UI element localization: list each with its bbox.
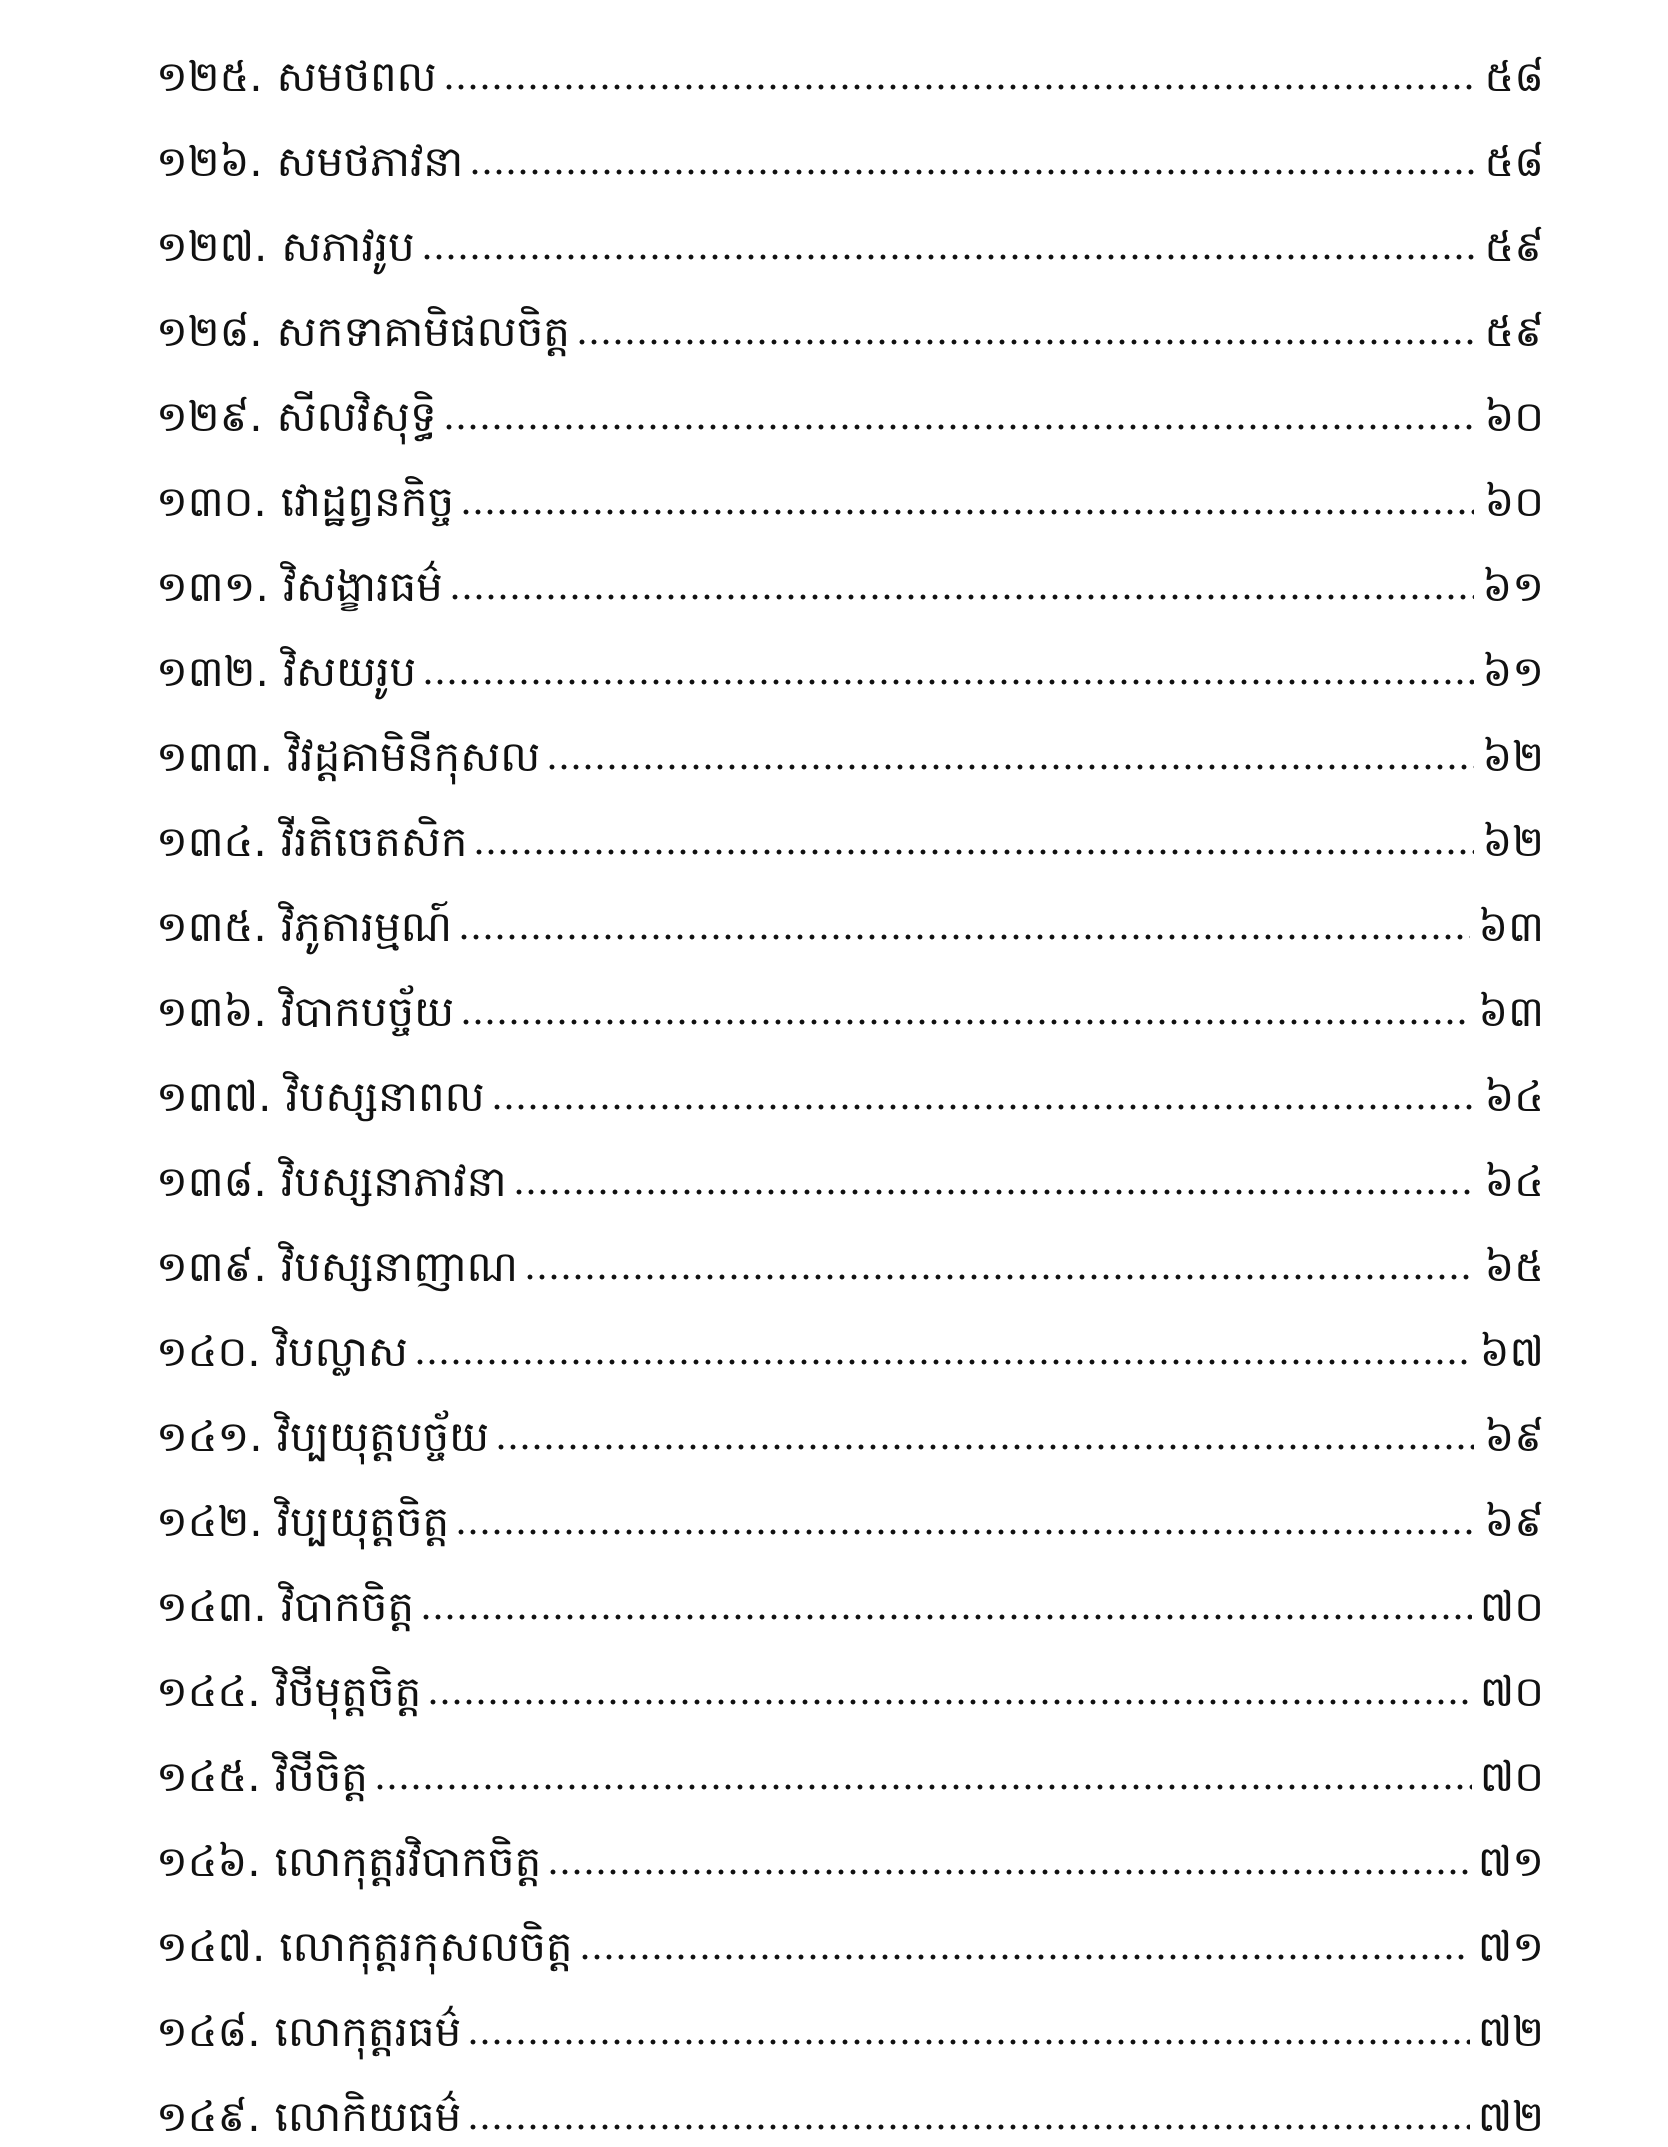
toc-entry [156,1467,1544,1552]
dot-leader [491,1101,1474,1113]
dot-leader [427,1696,1472,1708]
toc-entry [156,1297,1544,1382]
dot-leader [547,1866,1470,1878]
dot-leader [460,1016,1470,1028]
entry-title: វិប្បយុត្តចិត្ត [276,1497,450,1546]
dot-leader [421,251,1474,263]
entry-title: វិបស្សនាភាវនា [280,1157,507,1206]
toc-entry [156,617,1544,702]
entry-title: លោកិយធម៌ [274,2092,462,2141]
entry-number: ១៣៣. [156,732,273,781]
entry-number: ១២៦. [156,137,263,186]
entry-page-number: ៦០ [1484,477,1544,526]
entry-number: ១៤២. [156,1497,263,1546]
entry-page-number: ៦៩ [1484,1412,1544,1461]
dot-leader [420,1611,1472,1623]
entry-title: វិបល្លាស [274,1327,408,1376]
toc-entry [156,1552,1544,1637]
entry-title: វិថីមុត្តចិត្ត [274,1667,422,1716]
entry-number: ១៤៥. [156,1752,261,1801]
entry-number: ១៤៧. [156,1922,266,1971]
toc-entry [156,532,1544,617]
entry-title: វិប្បយុត្តបច្ច័យ [276,1412,490,1461]
toc-entry [156,957,1544,1042]
dot-leader [579,1951,1470,1963]
toc-entry [156,362,1544,447]
dot-leader [374,1781,1472,1793]
entry-title: វោដ្ឋព្វនកិច្ច [280,477,455,526]
entry-title: សមថពល [276,52,437,101]
toc-entry [156,277,1544,362]
entry-title: សីលវិសុទ្ធិ [276,392,437,441]
entry-page-number: ៥៩ [1484,222,1544,271]
entry-page-number: ៧០ [1479,1582,1544,1631]
table-of-contents [156,22,1544,2147]
entry-page-number: ៦២ [1482,817,1544,866]
entry-title: វិសយរូប [282,647,417,696]
toc-entry [156,1722,1544,1807]
dot-leader [443,81,1474,93]
dot-leader [473,846,1474,858]
entry-title: លោកុត្តរវិបាកចិត្ត [274,1837,542,1886]
entry-page-number: ៦៣ [1478,987,1544,1036]
entry-number: ១៣៩. [156,1242,267,1291]
toc-entry [156,1212,1544,1297]
entry-page-number: ៦២ [1482,732,1544,781]
entry-number: ១៣៨. [156,1157,267,1206]
entry-title: វិបាកបច្ច័យ [280,987,455,1036]
entry-page-number: ៦១ [1482,562,1544,611]
entry-page-number: ៦៥ [1484,1242,1544,1291]
entry-number: ១៣១. [156,562,269,611]
entry-title: វិបស្សនាពល [285,1072,485,1121]
entry-number: ១៤៦. [156,1837,261,1886]
entry-number: ១២៩. [156,392,263,441]
toc-entry [156,22,1544,107]
toc-entry [156,1127,1544,1212]
dot-leader [449,591,1474,603]
entry-page-number: ៦០ [1484,392,1544,441]
entry-title: វិថីចិត្ត [274,1752,368,1801]
dot-leader [467,2121,1470,2133]
entry-page-number: ៥៨ [1484,137,1544,186]
entry-number: ១៤៩. [156,2092,261,2141]
entry-number: ១៣៤. [156,817,267,866]
entry-page-number: ៧០ [1479,1667,1544,1716]
entry-page-number: ៧២ [1477,2007,1544,2056]
dot-leader [460,506,1474,518]
entry-page-number: ៦៩ [1484,1497,1544,1546]
entry-page-number: ៦៣ [1478,902,1544,951]
entry-page-number: ៦១ [1482,647,1544,696]
entry-title: វិបស្សនាញាណ [280,1242,518,1291]
entry-page-number: ៦៤ [1484,1072,1544,1121]
dot-leader [443,421,1474,433]
toc-entry [156,702,1544,787]
entry-page-number: ៧១ [1477,1922,1544,1971]
entry-page-number: ៧០ [1479,1752,1544,1801]
entry-number: ១៤៨. [156,2007,261,2056]
dot-leader [458,931,1470,943]
toc-entry [156,1042,1544,1127]
entry-page-number: ៥៨ [1484,52,1544,101]
dot-leader [576,336,1474,348]
entry-page-number: ៥៩ [1484,307,1544,356]
entry-page-number: ៧១ [1477,1837,1544,1886]
entry-number: ១២៨. [156,307,263,356]
entry-number: ១៤០. [156,1327,261,1376]
dot-leader [469,166,1474,178]
dot-leader [455,1526,1474,1538]
entry-title: វិសង្ខារធម៌ [282,562,443,611]
entry-page-number: ៦៧ [1479,1327,1544,1376]
entry-number: ១៤៤. [156,1667,261,1716]
entry-number: ១៣០. [156,477,267,526]
dot-leader [414,1356,1472,1368]
entry-title: វីរតិចេតសិក [280,817,468,866]
dot-leader [422,676,1474,688]
entry-title: សភាវរូប [281,222,415,271]
dot-leader [546,761,1474,773]
toc-entry [156,872,1544,957]
entry-number: ១៣២. [156,647,269,696]
entry-title: លោកុត្តរធម៌ [274,2007,462,2056]
entry-page-number: ៧២ [1477,2092,1544,2141]
toc-entry [156,107,1544,192]
toc-entry [156,1807,1544,1892]
entry-title: វិភូតារម្មណ៍ [280,902,453,951]
toc-entry [156,1382,1544,1467]
entry-number: ១៣៥. [156,902,267,951]
toc-entry [156,2062,1544,2147]
dot-leader [495,1441,1474,1453]
toc-entry [156,447,1544,532]
entry-title: លោកុត្តរកុសលចិត្ត [279,1922,573,1971]
toc-entry [156,787,1544,872]
entry-title: សមថភាវនា [276,137,464,186]
entry-number: ១៤៣. [156,1582,267,1631]
toc-entry [156,1977,1544,2062]
dot-leader [513,1186,1474,1198]
toc-entry [156,192,1544,277]
dot-leader [467,2036,1470,2048]
entry-number: ១៣៦. [156,987,267,1036]
entry-number: ១៤១. [156,1412,263,1461]
dot-leader [524,1271,1474,1283]
entry-title: វិបាកចិត្ត [280,1582,415,1631]
entry-title: សកទាគាមិផលចិត្ត [276,307,570,356]
toc-entry [156,1637,1544,1722]
toc-entry [156,1892,1544,1977]
entry-title: វិវដ្តគាមិនីកុសល [286,732,541,781]
entry-number: ១៣៧. [156,1072,272,1121]
entry-number: ១២៧. [156,222,268,271]
entry-page-number: ៦៤ [1484,1157,1544,1206]
entry-number: ១២៥. [156,52,263,101]
